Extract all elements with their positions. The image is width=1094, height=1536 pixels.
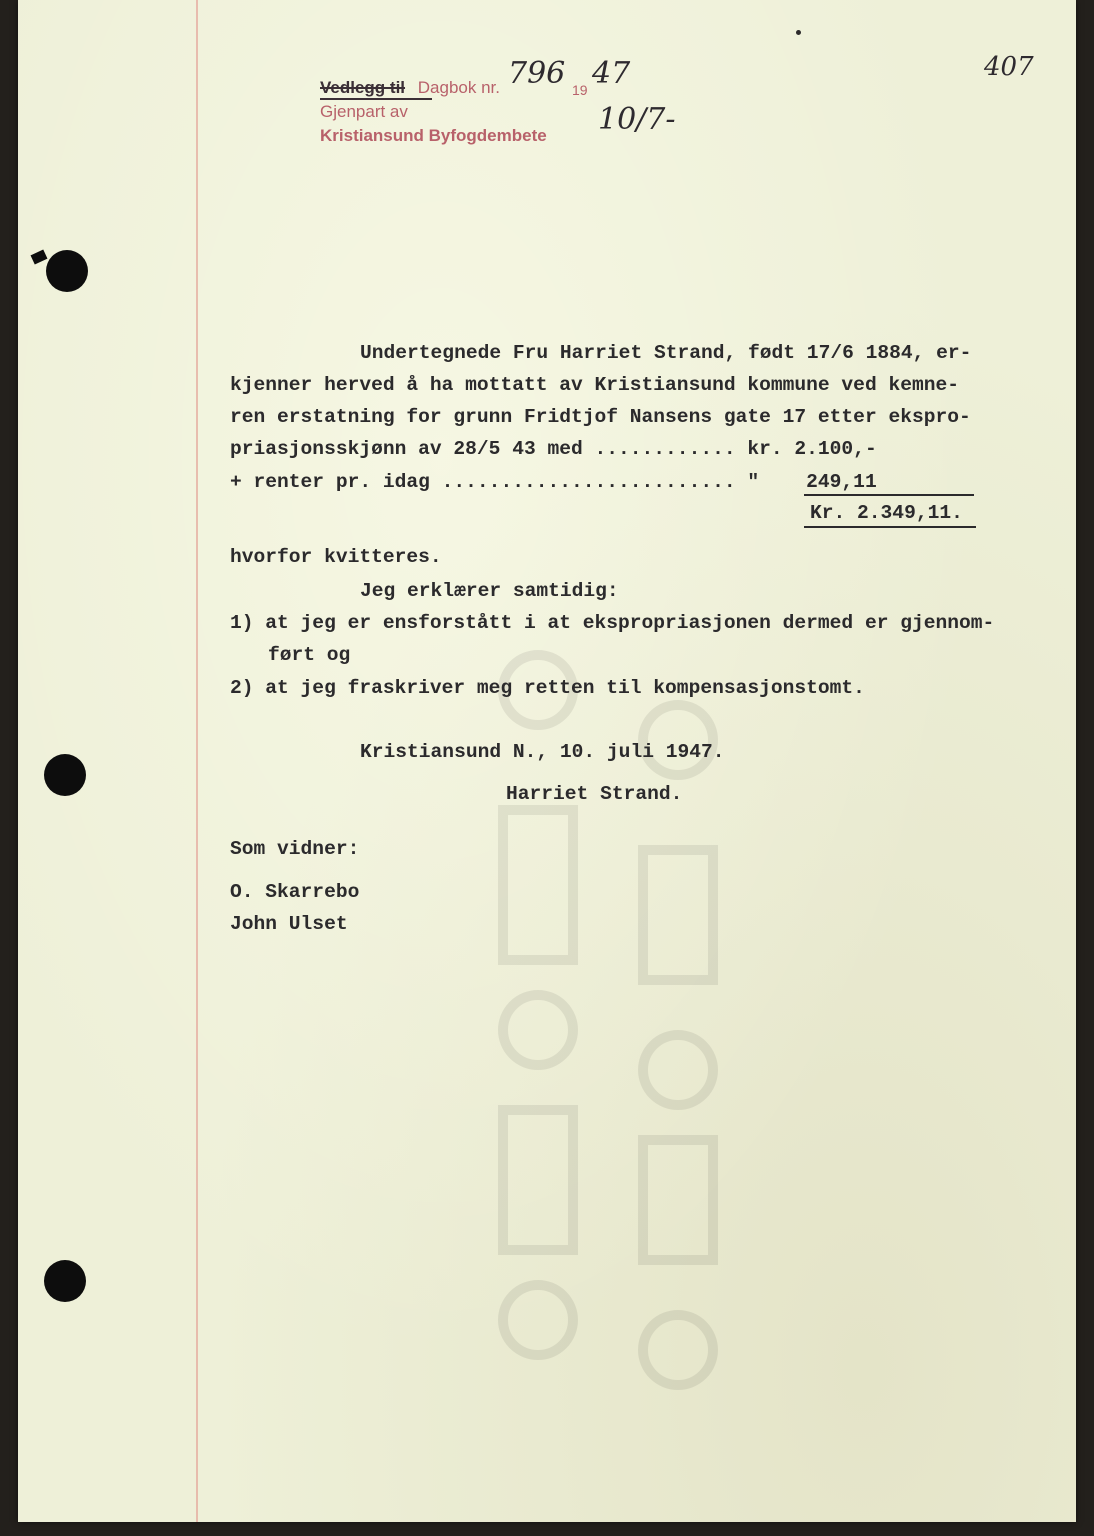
stamp-date: 10/7-	[598, 102, 676, 137]
dagbok-year: 47	[592, 56, 631, 91]
punch-hole-top	[46, 250, 88, 292]
clause-1: 1) at jeg er ensforstått i at ekspropriasjonen dermed er gjennom-	[230, 612, 995, 634]
punch-hole-middle	[44, 754, 86, 796]
body-line-5: + renter pr. idag ......................... " 249,11	[230, 471, 877, 493]
total-rule	[804, 526, 976, 528]
ink-mark	[796, 30, 801, 35]
stamp-office: Kristiansund Byfogdembete	[320, 126, 547, 145]
body-line-7: hvorfor kvitteres.	[230, 546, 442, 568]
body-line-1: Undertegnede Fru Harriet Strand, født 17/6 1884, er-	[360, 342, 972, 364]
total-line: Kr. 2.349,11.	[810, 502, 963, 524]
body-line-3: ren erstatning for grunn Fridtjof Nansens gate 17 etter ekspro-	[230, 406, 971, 428]
registry-stamp	[320, 56, 676, 148]
clause-1-cont: ført og	[268, 644, 351, 666]
punch-hole-tear	[31, 250, 48, 265]
subtotal-rule	[804, 494, 974, 496]
punch-hole-bottom	[44, 1260, 86, 1302]
stamp-dagbok-label: Dagbok nr.	[417, 78, 500, 97]
document-page	[18, 0, 1076, 1522]
stamp-gjenpart-label: Gjenpart av	[320, 102, 408, 121]
body-line-4: priasjonsskjønn av 28/5 43 med ............ kr. 2.100,-	[230, 438, 877, 460]
page-number: 407	[984, 52, 1034, 82]
clause-2: 2) at jeg fraskriver meg retten til kompensasjonstomt.	[230, 677, 865, 699]
witness-heading: Som vidner:	[230, 838, 360, 860]
dagbok-number: 796	[508, 56, 566, 91]
body-line-2: kjenner herved å ha mottatt av Kristiansund kommune ved kemne-	[230, 374, 960, 396]
witness-2: John Ulset	[230, 913, 348, 935]
signatory: Harriet Strand.	[506, 783, 683, 805]
witness-1: O. Skarrebo	[230, 881, 360, 903]
margin-rule	[196, 0, 198, 1522]
stamp-struck-label: Vedlegg til	[320, 78, 406, 97]
body-line-8: Jeg erklærer samtidig:	[360, 580, 619, 602]
stamp-year-prefix: 19	[572, 82, 588, 98]
place-date: Kristiansund N., 10. juli 1947.	[360, 741, 725, 763]
